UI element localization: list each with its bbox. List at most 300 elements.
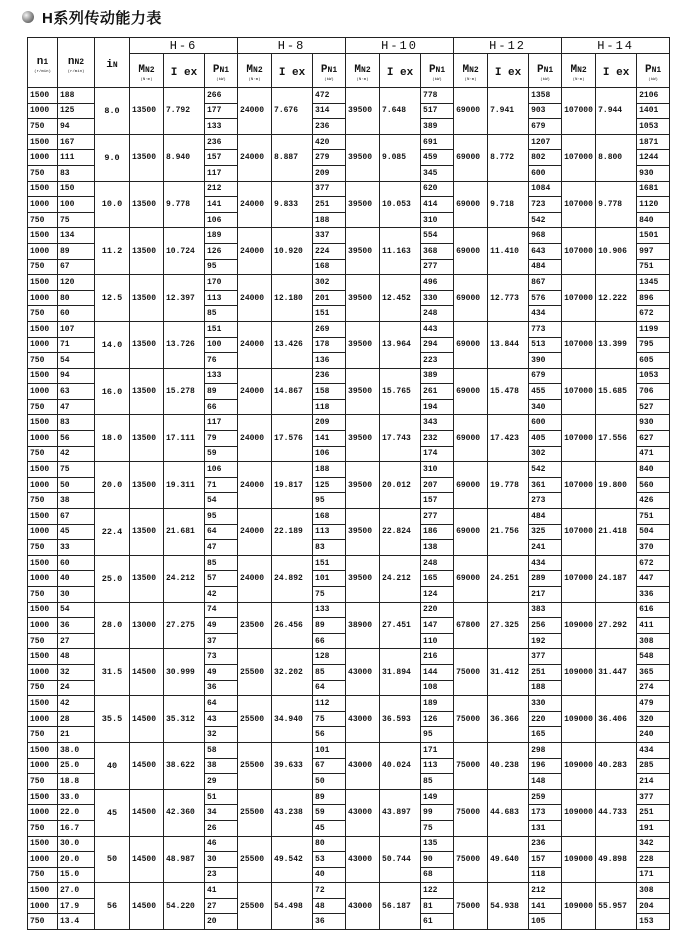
page-title: H系列传动能力表 xyxy=(42,9,162,27)
power-cell: 144 xyxy=(421,664,454,680)
n2-cell: 83 xyxy=(58,165,95,181)
power-cell: 542 xyxy=(529,212,562,228)
power-cell: 337 xyxy=(313,228,346,244)
power-cell: 224 xyxy=(313,243,346,259)
iex-cell: 13.426 xyxy=(272,321,313,368)
power-cell: 168 xyxy=(313,509,346,525)
n1-cell: 750 xyxy=(28,446,58,462)
torque-cell: 13500 xyxy=(130,181,164,228)
iex-cell: 19.311 xyxy=(164,462,205,509)
power-cell: 248 xyxy=(421,306,454,322)
iex-cell: 36.593 xyxy=(380,696,421,743)
power-cell: 95 xyxy=(313,493,346,509)
power-cell: 56 xyxy=(313,727,346,743)
power-cell: 186 xyxy=(421,524,454,540)
iex-cell: 19.778 xyxy=(488,462,529,509)
model-header: H-12 xyxy=(454,38,562,54)
iex-cell: 7.648 xyxy=(380,88,421,135)
power-cell: 113 xyxy=(313,524,346,540)
table-row xyxy=(28,462,670,478)
power-cell: 691 xyxy=(421,134,454,150)
power-cell: 251 xyxy=(313,197,346,213)
table-row xyxy=(28,368,670,384)
iex-cell: 19.817 xyxy=(272,462,313,509)
n1-cell: 750 xyxy=(28,633,58,649)
n2-cell: 50 xyxy=(58,477,95,493)
n2-cell: 54 xyxy=(58,353,95,369)
ratio-cell: 9.0 xyxy=(95,134,130,181)
power-cell: 53 xyxy=(313,852,346,868)
ratio-cell: 11.2 xyxy=(95,228,130,275)
n1-cell: 1000 xyxy=(28,711,58,727)
power-cell: 106 xyxy=(313,446,346,462)
n2-cell: 67 xyxy=(58,509,95,525)
power-cell: 49 xyxy=(205,664,238,680)
torque-cell: 39500 xyxy=(346,134,380,181)
n1-cell: 750 xyxy=(28,212,58,228)
power-cell: 75 xyxy=(313,587,346,603)
power-cell: 420 xyxy=(313,134,346,150)
n2-cell: 38 xyxy=(58,493,95,509)
power-cell: 370 xyxy=(637,540,670,556)
power-cell: 165 xyxy=(421,571,454,587)
n1-cell: 1500 xyxy=(28,368,58,384)
power-cell: 168 xyxy=(313,259,346,275)
power-cell: 26 xyxy=(205,820,238,836)
torque-cell: 39500 xyxy=(346,368,380,415)
power-cell: 251 xyxy=(529,664,562,680)
power-cell: 149 xyxy=(421,789,454,805)
iex-cell: 13.964 xyxy=(380,321,421,368)
header-n2: nN2 (r/min) xyxy=(58,38,95,88)
iex-cell: 27.451 xyxy=(380,602,421,649)
power-cell: 113 xyxy=(421,758,454,774)
header-mn2: MN2 (N·m) xyxy=(346,54,380,88)
n1-cell: 1500 xyxy=(28,134,58,150)
power-cell: 177 xyxy=(205,103,238,119)
torque-cell: 43000 xyxy=(346,696,380,743)
torque-cell: 13500 xyxy=(130,275,164,322)
power-cell: 135 xyxy=(421,836,454,852)
table-row xyxy=(28,181,670,197)
iex-cell: 22.189 xyxy=(272,509,313,556)
power-cell: 1120 xyxy=(637,197,670,213)
power-cell: 279 xyxy=(313,150,346,166)
torque-cell: 39500 xyxy=(346,321,380,368)
table-row xyxy=(28,836,670,852)
power-cell: 455 xyxy=(529,384,562,400)
n2-cell: 24 xyxy=(58,680,95,696)
n2-cell: 17.9 xyxy=(58,898,95,914)
iex-cell: 12.773 xyxy=(488,275,529,322)
torque-cell: 107000 xyxy=(562,509,596,556)
power-cell: 41 xyxy=(205,883,238,899)
power-cell: 426 xyxy=(637,493,670,509)
n1-cell: 750 xyxy=(28,306,58,322)
power-cell: 157 xyxy=(205,150,238,166)
power-cell: 141 xyxy=(529,898,562,914)
ratio-cell: 14.0 xyxy=(95,321,130,368)
iex-cell: 10.053 xyxy=(380,181,421,228)
header-mn2: MN2 (N·m) xyxy=(238,54,272,88)
iex-cell: 9.833 xyxy=(272,181,313,228)
torque-cell: 69000 xyxy=(454,181,488,228)
iex-cell: 40.024 xyxy=(380,742,421,789)
power-cell: 340 xyxy=(529,399,562,415)
power-cell: 189 xyxy=(205,228,238,244)
torque-cell: 13500 xyxy=(130,462,164,509)
header-n1: n1 (r/min) xyxy=(28,38,58,88)
power-cell: 390 xyxy=(529,353,562,369)
n2-cell: 94 xyxy=(58,368,95,384)
power-cell: 99 xyxy=(421,805,454,821)
power-cell: 100 xyxy=(205,337,238,353)
torque-cell: 43000 xyxy=(346,883,380,930)
power-cell: 434 xyxy=(637,742,670,758)
ratio-cell: 35.5 xyxy=(95,696,130,743)
ratio-cell: 56 xyxy=(95,883,130,930)
iex-cell: 43.897 xyxy=(380,789,421,836)
iex-cell: 40.283 xyxy=(596,742,637,789)
torque-cell: 69000 xyxy=(454,368,488,415)
power-cell: 310 xyxy=(421,212,454,228)
power-cell: 48 xyxy=(313,898,346,914)
power-cell: 151 xyxy=(313,555,346,571)
power-cell: 261 xyxy=(421,384,454,400)
n1-cell: 1000 xyxy=(28,805,58,821)
iex-cell: 31.894 xyxy=(380,649,421,696)
torque-cell: 69000 xyxy=(454,275,488,322)
table-row xyxy=(28,228,670,244)
power-cell: 158 xyxy=(313,384,346,400)
power-cell: 298 xyxy=(529,742,562,758)
power-cell: 165 xyxy=(529,727,562,743)
torque-cell: 43000 xyxy=(346,649,380,696)
power-cell: 434 xyxy=(529,555,562,571)
power-cell: 643 xyxy=(529,243,562,259)
iex-cell: 40.238 xyxy=(488,742,529,789)
n1-cell: 750 xyxy=(28,867,58,883)
power-cell: 32 xyxy=(205,727,238,743)
n1-cell: 750 xyxy=(28,774,58,790)
iex-cell: 49.898 xyxy=(596,836,637,883)
torque-cell: 107000 xyxy=(562,88,596,135)
power-cell: 368 xyxy=(421,243,454,259)
power-cell: 751 xyxy=(637,259,670,275)
header-iex: I ex xyxy=(596,54,637,88)
power-cell: 343 xyxy=(421,415,454,431)
power-cell: 1053 xyxy=(637,119,670,135)
power-cell: 389 xyxy=(421,119,454,135)
power-cell: 560 xyxy=(637,477,670,493)
iex-cell: 35.312 xyxy=(164,696,205,743)
power-cell: 672 xyxy=(637,555,670,571)
iex-cell: 17.743 xyxy=(380,415,421,462)
header-pn1: PN1 (kW) xyxy=(421,54,454,88)
power-cell: 795 xyxy=(637,337,670,353)
power-cell: 112 xyxy=(313,696,346,712)
n1-cell: 1500 xyxy=(28,696,58,712)
n1-cell: 1500 xyxy=(28,602,58,618)
power-cell: 196 xyxy=(529,758,562,774)
ratio-cell: 8.0 xyxy=(95,88,130,135)
n1-cell: 1000 xyxy=(28,290,58,306)
n1-cell: 1000 xyxy=(28,243,58,259)
iex-cell: 27.275 xyxy=(164,602,205,649)
power-cell: 117 xyxy=(205,165,238,181)
power-cell: 72 xyxy=(313,883,346,899)
power-cell: 59 xyxy=(205,446,238,462)
n1-cell: 750 xyxy=(28,914,58,930)
power-cell: 209 xyxy=(313,415,346,431)
power-cell: 554 xyxy=(421,228,454,244)
iex-cell: 10.724 xyxy=(164,228,205,275)
iex-cell: 26.456 xyxy=(272,602,313,649)
iex-cell: 13.844 xyxy=(488,321,529,368)
iex-cell: 20.012 xyxy=(380,462,421,509)
iex-cell: 15.478 xyxy=(488,368,529,415)
power-cell: 1199 xyxy=(637,321,670,337)
power-cell: 867 xyxy=(529,275,562,291)
power-cell: 259 xyxy=(529,789,562,805)
power-cell: 377 xyxy=(529,649,562,665)
torque-cell: 75000 xyxy=(454,742,488,789)
power-cell: 89 xyxy=(313,618,346,634)
ratio-cell: 12.5 xyxy=(95,275,130,322)
power-cell: 308 xyxy=(637,633,670,649)
iex-cell: 7.792 xyxy=(164,88,205,135)
iex-cell: 36.406 xyxy=(596,696,637,743)
torque-cell: 107000 xyxy=(562,134,596,181)
torque-cell: 14500 xyxy=(130,836,164,883)
power-cell: 68 xyxy=(421,867,454,883)
power-cell: 220 xyxy=(421,602,454,618)
n1-cell: 1000 xyxy=(28,337,58,353)
header-mn2: MN2 (N·m) xyxy=(454,54,488,88)
header-in: iN xyxy=(95,38,130,88)
power-cell: 59 xyxy=(313,805,346,821)
power-cell: 679 xyxy=(529,368,562,384)
power-cell: 620 xyxy=(421,181,454,197)
power-cell: 840 xyxy=(637,212,670,228)
iex-cell: 24.251 xyxy=(488,555,529,602)
power-cell: 325 xyxy=(529,524,562,540)
torque-cell: 39500 xyxy=(346,415,380,462)
power-cell: 138 xyxy=(421,540,454,556)
power-cell: 126 xyxy=(421,711,454,727)
power-cell: 117 xyxy=(205,415,238,431)
power-cell: 101 xyxy=(313,742,346,758)
torque-cell: 39500 xyxy=(346,462,380,509)
ratio-cell: 20.0 xyxy=(95,462,130,509)
power-cell: 294 xyxy=(421,337,454,353)
n1-cell: 1000 xyxy=(28,103,58,119)
torque-cell: 25500 xyxy=(238,789,272,836)
power-cell: 377 xyxy=(313,181,346,197)
n1-cell: 1000 xyxy=(28,758,58,774)
table-row xyxy=(28,88,670,104)
ratio-cell: 28.0 xyxy=(95,602,130,649)
power-cell: 236 xyxy=(313,368,346,384)
power-cell: 472 xyxy=(313,88,346,104)
power-cell: 106 xyxy=(205,462,238,478)
n1-cell: 1000 xyxy=(28,477,58,493)
iex-cell: 7.944 xyxy=(596,88,637,135)
torque-cell: 14500 xyxy=(130,789,164,836)
power-cell: 108 xyxy=(421,680,454,696)
iex-cell: 7.941 xyxy=(488,88,529,135)
torque-cell: 25500 xyxy=(238,742,272,789)
n2-cell: 32 xyxy=(58,664,95,680)
iex-cell: 9.778 xyxy=(596,181,637,228)
power-cell: 141 xyxy=(313,431,346,447)
n2-cell: 27.0 xyxy=(58,883,95,899)
table-row xyxy=(28,742,670,758)
power-cell: 23 xyxy=(205,867,238,883)
iex-cell: 55.957 xyxy=(596,883,637,930)
torque-cell: 25500 xyxy=(238,649,272,696)
torque-cell: 69000 xyxy=(454,415,488,462)
power-cell: 85 xyxy=(205,555,238,571)
header-pn1: PN1 (kW) xyxy=(313,54,346,88)
power-cell: 136 xyxy=(313,353,346,369)
power-cell: 411 xyxy=(637,618,670,634)
power-cell: 840 xyxy=(637,462,670,478)
power-cell: 314 xyxy=(313,103,346,119)
power-cell: 58 xyxy=(205,742,238,758)
iex-cell: 42.360 xyxy=(164,789,205,836)
power-cell: 285 xyxy=(637,758,670,774)
power-cell: 36 xyxy=(205,680,238,696)
header-mn2: MN2 (N·m) xyxy=(562,54,596,88)
power-cell: 201 xyxy=(313,290,346,306)
n1-cell: 1000 xyxy=(28,431,58,447)
iex-cell: 24.212 xyxy=(380,555,421,602)
n1-cell: 1000 xyxy=(28,197,58,213)
n2-cell: 38.0 xyxy=(58,742,95,758)
power-cell: 64 xyxy=(313,680,346,696)
power-cell: 76 xyxy=(205,353,238,369)
transmission-capacity-table xyxy=(27,37,670,930)
power-cell: 89 xyxy=(205,384,238,400)
power-cell: 240 xyxy=(637,727,670,743)
torque-cell: 13500 xyxy=(130,368,164,415)
power-cell: 157 xyxy=(529,852,562,868)
iex-cell: 7.676 xyxy=(272,88,313,135)
iex-cell: 54.220 xyxy=(164,883,205,930)
n2-cell: 45 xyxy=(58,524,95,540)
power-cell: 66 xyxy=(205,399,238,415)
power-cell: 71 xyxy=(205,477,238,493)
n2-cell: 60 xyxy=(58,555,95,571)
power-cell: 217 xyxy=(529,587,562,603)
power-cell: 223 xyxy=(421,353,454,369)
torque-cell: 25500 xyxy=(238,836,272,883)
n2-cell: 111 xyxy=(58,150,95,166)
n1-cell: 1500 xyxy=(28,836,58,852)
n2-cell: 18.8 xyxy=(58,774,95,790)
power-cell: 232 xyxy=(421,431,454,447)
power-cell: 269 xyxy=(313,321,346,337)
power-cell: 171 xyxy=(421,742,454,758)
n1-cell: 1500 xyxy=(28,555,58,571)
iex-cell: 31.412 xyxy=(488,649,529,696)
iex-cell: 12.397 xyxy=(164,275,205,322)
n1-cell: 750 xyxy=(28,587,58,603)
power-cell: 1084 xyxy=(529,181,562,197)
power-cell: 81 xyxy=(421,898,454,914)
power-cell: 336 xyxy=(637,587,670,603)
power-cell: 600 xyxy=(529,415,562,431)
torque-cell: 109000 xyxy=(562,883,596,930)
power-cell: 85 xyxy=(421,774,454,790)
torque-cell: 39500 xyxy=(346,228,380,275)
power-cell: 1871 xyxy=(637,134,670,150)
torque-cell: 75000 xyxy=(454,696,488,743)
table-row xyxy=(28,134,670,150)
table-row xyxy=(28,649,670,665)
power-cell: 479 xyxy=(637,696,670,712)
torque-cell: 109000 xyxy=(562,742,596,789)
iex-cell: 38.622 xyxy=(164,742,205,789)
n1-cell: 1000 xyxy=(28,524,58,540)
torque-cell: 69000 xyxy=(454,134,488,181)
iex-cell: 19.800 xyxy=(596,462,637,509)
power-cell: 101 xyxy=(313,571,346,587)
torque-cell: 24000 xyxy=(238,88,272,135)
n1-cell: 750 xyxy=(28,540,58,556)
power-cell: 95 xyxy=(205,259,238,275)
ratio-cell: 18.0 xyxy=(95,415,130,462)
power-cell: 405 xyxy=(529,431,562,447)
n2-cell: 60 xyxy=(58,306,95,322)
power-cell: 151 xyxy=(313,306,346,322)
power-cell: 1681 xyxy=(637,181,670,197)
iex-cell: 9.718 xyxy=(488,181,529,228)
power-cell: 365 xyxy=(637,664,670,680)
iex-cell: 12.222 xyxy=(596,275,637,322)
power-cell: 85 xyxy=(205,306,238,322)
iex-cell: 24.187 xyxy=(596,555,637,602)
n1-cell: 750 xyxy=(28,820,58,836)
power-cell: 124 xyxy=(421,587,454,603)
torque-cell: 39500 xyxy=(346,181,380,228)
iex-cell: 17.111 xyxy=(164,415,205,462)
torque-cell: 107000 xyxy=(562,415,596,462)
power-cell: 542 xyxy=(529,462,562,478)
n2-cell: 30 xyxy=(58,587,95,603)
power-cell: 471 xyxy=(637,446,670,462)
power-cell: 236 xyxy=(205,134,238,150)
power-cell: 459 xyxy=(421,150,454,166)
n1-cell: 750 xyxy=(28,259,58,275)
power-cell: 527 xyxy=(637,399,670,415)
power-cell: 236 xyxy=(529,836,562,852)
power-cell: 997 xyxy=(637,243,670,259)
n2-cell: 36 xyxy=(58,618,95,634)
n1-cell: 1000 xyxy=(28,664,58,680)
power-cell: 576 xyxy=(529,290,562,306)
n1-cell: 1000 xyxy=(28,852,58,868)
power-cell: 43 xyxy=(205,711,238,727)
torque-cell: 14500 xyxy=(130,649,164,696)
power-cell: 113 xyxy=(205,290,238,306)
power-cell: 51 xyxy=(205,789,238,805)
power-cell: 131 xyxy=(529,820,562,836)
table-row xyxy=(28,415,670,431)
power-cell: 37 xyxy=(205,633,238,649)
n2-cell: 33 xyxy=(58,540,95,556)
